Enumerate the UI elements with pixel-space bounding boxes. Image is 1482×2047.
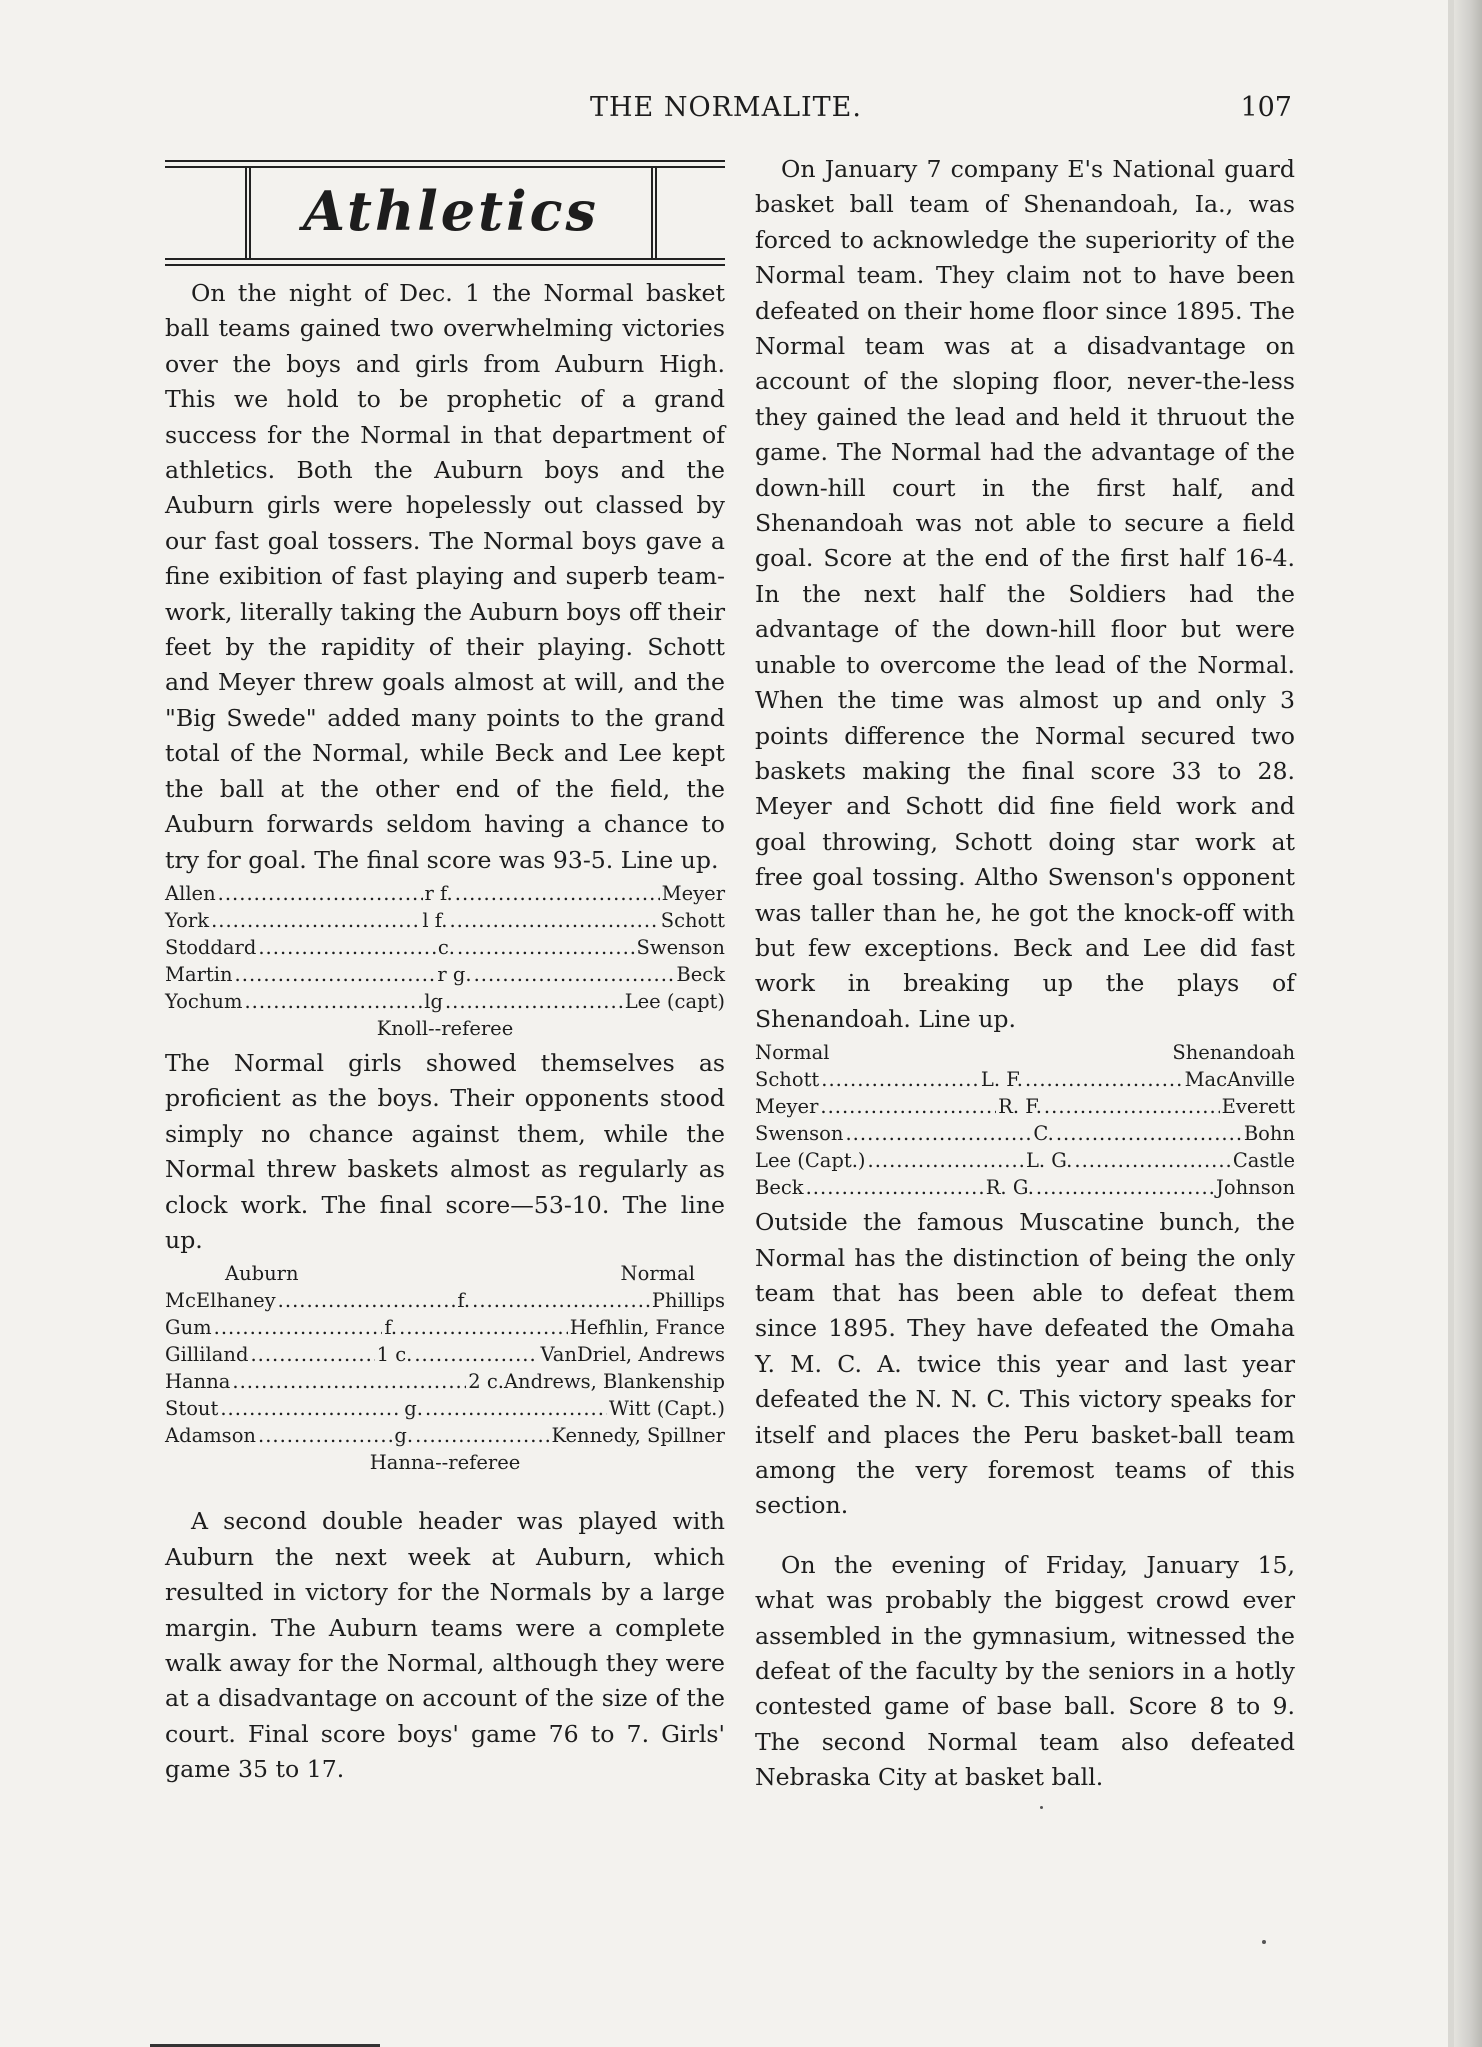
lineup-right: Phillips xyxy=(651,1289,725,1313)
lineup-pos: L. G. xyxy=(1025,1149,1073,1173)
page-edge xyxy=(1454,0,1482,2047)
lineup-right: Kennedy, Spillner xyxy=(551,1424,725,1448)
lineup-row xyxy=(165,934,725,961)
lineup-right: Witt (Capt.) xyxy=(608,1397,725,1421)
page-header xyxy=(160,92,1292,132)
heading-rule xyxy=(165,264,725,266)
paragraph: The Normal girls showed themselves as proficient as the boys. Their opponents stood simply no chance against them, while the Normal threw baskets almost as regularly as clock work. The final score—53-10. The line up. xyxy=(165,1048,725,1254)
section-heading-block xyxy=(165,150,725,270)
lineup-pos: f. xyxy=(457,1289,471,1313)
lineup-row xyxy=(165,988,725,1015)
leader-dots xyxy=(457,934,635,961)
lineup-row xyxy=(165,880,725,907)
leader-dots xyxy=(806,1174,984,1201)
lineup-right: MacAnville xyxy=(1184,1068,1296,1092)
lineup-pos: r g. xyxy=(437,962,472,986)
right-column xyxy=(755,152,1295,1796)
lineup-pos: 1 c. xyxy=(376,1343,413,1367)
leader-dots xyxy=(1056,1120,1242,1147)
lineup-pos: R. G. xyxy=(985,1176,1034,1200)
lineup-right: Hefhlin, France xyxy=(569,1316,725,1340)
lineup-left: Stout xyxy=(165,1397,219,1421)
leader-dots xyxy=(250,1341,374,1368)
lineup-row xyxy=(165,1395,725,1422)
leader-dots xyxy=(474,961,675,988)
heading-rule xyxy=(165,258,725,260)
lineup-pos: lg xyxy=(424,989,443,1013)
leader-dots xyxy=(244,988,422,1015)
leader-dots xyxy=(455,880,660,907)
lineup-row xyxy=(755,1174,1295,1201)
lineup-pos: R. F. xyxy=(998,1095,1042,1119)
lineup-left: York xyxy=(165,908,210,932)
lineup-header-right: Normal xyxy=(620,1262,695,1286)
lineup-row xyxy=(165,907,725,934)
lineup-row xyxy=(165,1341,725,1368)
leader-dots xyxy=(220,1395,402,1422)
lineup-header-left: Auburn xyxy=(225,1262,299,1286)
lineup-right: Castle xyxy=(1232,1149,1295,1173)
lineup-row xyxy=(755,1147,1295,1174)
paragraph: On the night of Dec. 1 the Normal basket ball teams gained two overwhelming victories over the boys and girls from Auburn High. This we hold to be prophetic of a grand success for the Normal in that department of athletics. Both the Auburn boys and the Auburn girls were hopelessly out classed by our fast goal tossers. The Normal boys gave a fine exibition of fast playing and superb team-work, literally taking the Auburn boys off their feet by the rapidity of their playing. Schott and Meyer threw goals almost at will, and the "Big Swede" added many points to the grand total of the Normal, while Beck and Lee kept the ball at the other end of the field, the Auburn forwards seldom having a chance to try for goal. The final score was 93-5. Line up. xyxy=(165,279,725,874)
lineup-right: Andrews, Blankenship xyxy=(503,1370,725,1394)
lineup-pos: l f. xyxy=(422,908,448,932)
lineup-header-right: Shenandoah xyxy=(1172,1041,1295,1065)
lineup-row xyxy=(165,1287,725,1314)
lineup-row xyxy=(755,1093,1295,1120)
leader-dots xyxy=(214,1314,383,1341)
leader-dots xyxy=(235,961,436,988)
paragraph: On the evening of Friday, January 15, what was probably the biggest crowd ever assembled in the gymnasium, witnessed the defeat of the faculty by the seniors in a hotly contested game of base ball. Score 8 to 9. The second Normal team also defeated Nebraska City at basket ball. xyxy=(755,1550,1295,1792)
lineup-left: Schott xyxy=(755,1068,820,1092)
lineup-left: Gum xyxy=(165,1316,212,1340)
leader-dots xyxy=(472,1287,650,1314)
lineup-left: Yochum xyxy=(165,989,243,1013)
scan-speck xyxy=(1040,1806,1043,1809)
leader-dots xyxy=(445,988,623,1015)
lineup-pos: g. xyxy=(394,1424,414,1448)
lineup-pos: 2 c. xyxy=(468,1370,504,1394)
scan-speck xyxy=(1262,1940,1266,1944)
referee-line: Hanna--referee xyxy=(369,1451,521,1475)
heading-box xyxy=(245,166,657,258)
lineup-left: Gilliland xyxy=(165,1343,249,1367)
lineup-left: Meyer xyxy=(755,1095,819,1119)
lineup-row xyxy=(165,1314,725,1341)
lineup-left: Hanna xyxy=(165,1370,231,1394)
lineup-left: Adamson xyxy=(165,1424,256,1448)
referee-line: Knoll--referee xyxy=(376,1016,514,1040)
leader-dots xyxy=(278,1287,456,1314)
leader-dots xyxy=(820,1093,996,1120)
leader-dots xyxy=(1036,1174,1214,1201)
leader-dots xyxy=(218,880,423,907)
leader-dots xyxy=(258,934,436,961)
leader-dots xyxy=(821,1066,979,1093)
spacer xyxy=(755,1524,1295,1548)
lineup-pos: r f. xyxy=(424,881,453,905)
leader-dots xyxy=(1025,1066,1183,1093)
lineup-pos: C. xyxy=(1033,1122,1054,1146)
paragraph: A second double header was played with Auburn the next week at Auburn, which resulted in victory for the Normals by a large margin. The Auburn teams were a complete walk away for the Normal, although they were at a disadvantage on account of the size of the court. Final score boys' game 76 to 7. Girls' game 35 to 17. xyxy=(165,1507,725,1784)
section-heading: Athletics xyxy=(303,179,599,244)
lineup-right: Bohn xyxy=(1243,1122,1295,1146)
lineup-pos: L. F. xyxy=(980,1068,1023,1092)
page-number: 107 xyxy=(1240,92,1292,123)
lineup-row xyxy=(165,961,725,988)
lineup-header-left: Normal xyxy=(755,1041,830,1065)
lineup-left: Swenson xyxy=(755,1122,844,1146)
lineup-left: Allen xyxy=(165,881,216,905)
lineup-right: Schott xyxy=(660,908,726,932)
leader-dots xyxy=(449,907,658,934)
lineup-row xyxy=(165,1422,725,1449)
lineup-left: Stoddard xyxy=(165,935,257,959)
lineup-table xyxy=(165,880,725,1042)
lineup-left: McElhaney xyxy=(165,1289,276,1313)
lineup-row xyxy=(165,1368,725,1395)
lineup-row xyxy=(755,1120,1295,1147)
leader-dots xyxy=(868,1147,1024,1174)
leader-dots xyxy=(845,1120,1031,1147)
running-title: THE NORMALITE. xyxy=(590,92,862,123)
leader-dots xyxy=(1044,1093,1220,1120)
leader-dots xyxy=(211,907,420,934)
lineup-row xyxy=(755,1066,1295,1093)
leader-dots xyxy=(1074,1147,1230,1174)
lineup-pos: g. xyxy=(404,1397,423,1421)
lineup-right: Beck xyxy=(676,962,726,986)
leader-dots xyxy=(232,1368,466,1395)
left-column xyxy=(165,150,725,1788)
lineup-header xyxy=(165,1260,725,1287)
lineup-right: Johnson xyxy=(1216,1176,1296,1200)
lineup-right: Everett xyxy=(1221,1095,1295,1119)
leader-dots xyxy=(414,1341,538,1368)
lineup-right: Lee (capt) xyxy=(624,989,725,1013)
lineup-left: Lee (Capt.) xyxy=(755,1149,866,1173)
leader-dots xyxy=(399,1314,568,1341)
lineup-pos: c. xyxy=(437,935,455,959)
lineup-right: Meyer xyxy=(661,881,726,905)
lineup-left: Martin xyxy=(165,962,233,986)
leader-dots xyxy=(258,1422,392,1449)
lineup-left: Beck xyxy=(755,1176,804,1200)
lineup-pos: f. xyxy=(384,1316,398,1340)
paragraph: Outside the famous Muscatine bunch, the Normal has the distinction of being the only team that has been able to defeat them since 1895. They have defeated the Omaha Y. M. C. A. twice this year and last year defeated the N. N. C. This victory speaks for itself and places the Peru basket-ball team among the very foremost teams of this section. xyxy=(755,1208,1295,1520)
heading-rule xyxy=(165,160,725,162)
spacer xyxy=(165,1480,725,1504)
lineup-right: Swenson xyxy=(636,935,725,959)
leader-dots xyxy=(415,1422,549,1449)
lineup-table xyxy=(165,1260,725,1476)
leader-dots xyxy=(425,1395,607,1422)
lineup-table xyxy=(755,1039,1295,1201)
paragraph: On January 7 company E's National guard basket ball team of Shenandoah, Ia., was forced to acknowledge the superiority of the Normal team. They claim not to have been defeated on their home floor since 1895. The Normal team was at a disadvantage on account of the sloping floor, never-the-less they gained the lead and held it thruout the game. The Normal had the advantage of the down-hill court in the first half, and Shenandoah was not able to secure a field goal. Score at the end of the first half 16-4. In the next half the Soldiers had the advantage of the down-hill floor but were unable to overcome the lead of the Normal. When the time was almost up and only 3 points difference the Normal secured two baskets making the final score 33 to 28. Meyer and Schott did fine field work and goal throwing, Schott doing star work at free goal tossing. Altho Swenson's opponent was taller than he, he got the knock-off with but few exceptions. Beck and Lee did fast work in breaking up the plays of Shenandoah. Line up. xyxy=(755,155,1295,1033)
lineup-header xyxy=(755,1039,1295,1066)
lineup-right: VanDriel, Andrews xyxy=(540,1343,726,1367)
